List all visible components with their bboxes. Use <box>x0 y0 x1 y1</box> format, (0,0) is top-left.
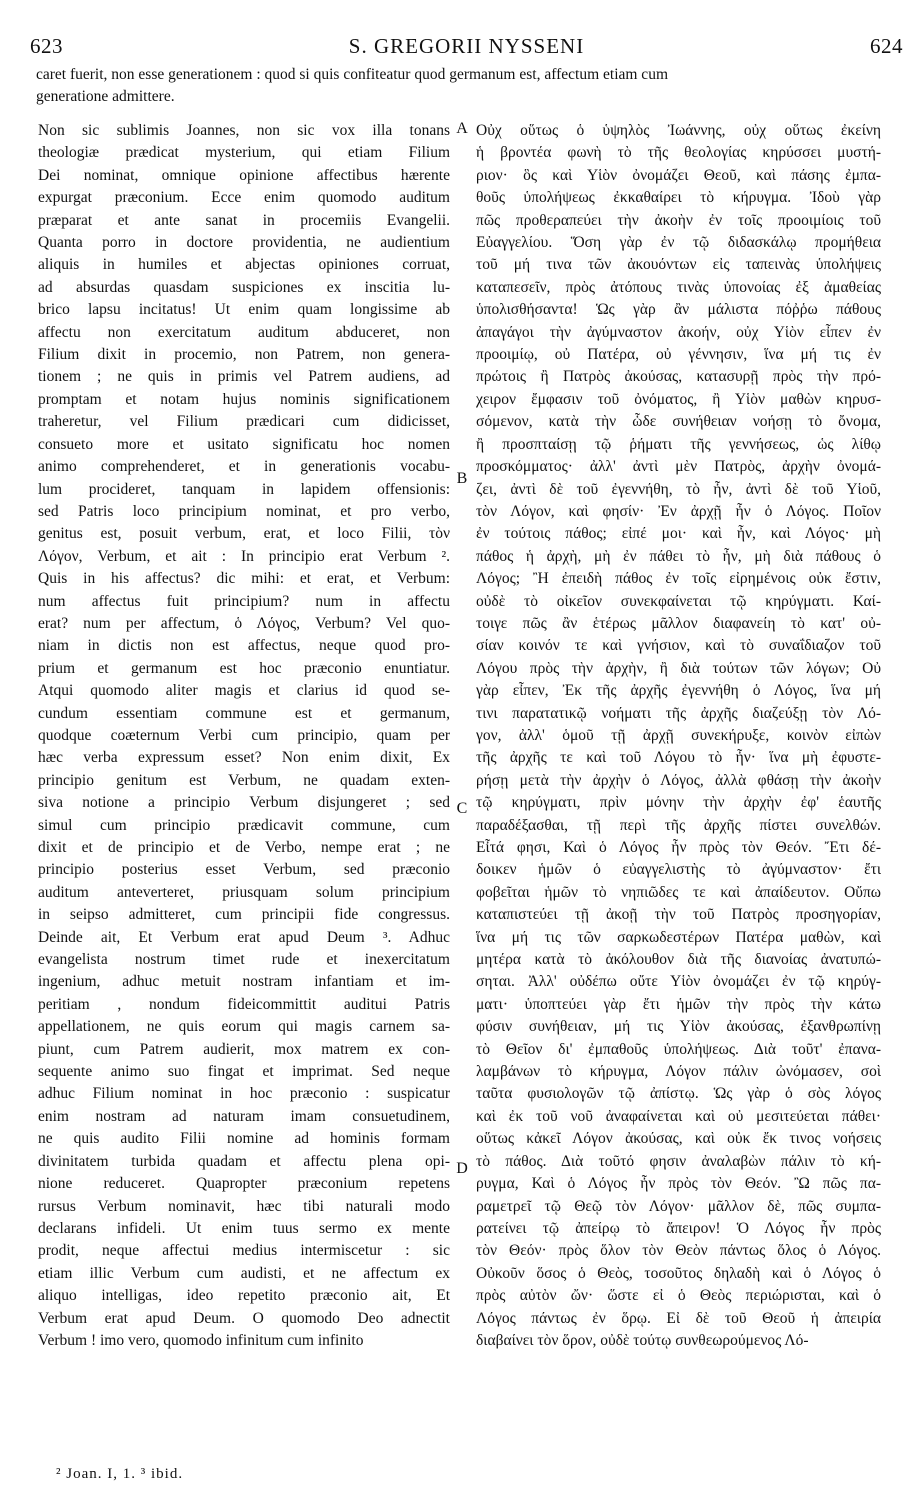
text-line: τινι παρατατικῷ νοήματι τῆς ἀρχῆς διαζεύξῃ τὸν Λό- <box>476 704 881 722</box>
text-line: Εἶτά φησι, Καὶ ὁ Λόγος ἦν πρὸς τὸν Θεόν. Ἔτι δέ- <box>476 839 881 856</box>
text-line: προοιμίῳ, οὐ Πατέρα, οὐ γέννησιν, ἵνα μή τις ἐν <box>476 346 881 364</box>
margin-letter-b: B <box>456 470 468 487</box>
text-line: δοικεν ἡμῶν ὁ εὐαγγελιστὴς τὸ ἀγύμναστον· ἔτι <box>476 861 881 879</box>
text-line: θοῦς ὑπολήψεως ἐκκαθαίρει τὸ κήρυγμα. Ἰδοὺ γὰρ <box>476 189 881 207</box>
text-line: tionem ; ne quis in primis vel Patrem audiens, ad <box>38 368 450 386</box>
text-line: principio posterius esset Verbum, sed præconio <box>38 861 450 879</box>
text-line: Non sic sublimis Joannes, non sic vox illa tonans <box>38 122 450 139</box>
text-line: ταῦτα φυσιολογῶν τῷ ἀπίστῳ. Ὡς γὰρ ὁ σὸς λόγος <box>476 1085 881 1103</box>
text-line: ἡ βροντέα φωνὴ τὸ τῆς θεολογίας κηρύσσει μυστή- <box>476 144 881 162</box>
text-line: præparat et ante sanat in procemiis Evangelii. <box>38 211 450 229</box>
text-line: erat? num per affectum, ὁ Λόγος, Verbum? Vel quo- <box>38 614 450 632</box>
text-line: τὸν Λόγον, καὶ φησίν· Ἐν ἀρχῇ ἦν ὁ Λόγος. Ποῖον <box>476 502 881 520</box>
page-number-right: 624 <box>870 34 903 58</box>
text-line: sed Patris loco principium nominat, et pro verbo, <box>38 502 450 520</box>
text-line: expurgat præconium. Ecce enim quomodo auditum <box>38 189 450 207</box>
text-line: hæc verba expressum esset? Non enim dixit, Ex <box>38 749 450 767</box>
text-line: affectu non exercitatum auditum abduceret, non <box>38 323 450 341</box>
running-header <box>30 34 903 58</box>
margin-letter-a: A <box>456 120 468 137</box>
text-line: φοβεῖται ἡμῶν τὸ νηπιῶδες τε καὶ ἀπαίδευτον. Οὔπω <box>476 883 881 901</box>
text-line: ἐν τούτοις πάθος; εἰπέ μοι· καὶ ἦν, καὶ Λόγος· μὴ <box>476 525 881 543</box>
text-line: aliquo intelligas, ideo repetito præconio ait, Et <box>38 1287 450 1305</box>
text-line: piunt, cum Patrem audierit, mox matrem ex con- <box>38 1040 450 1058</box>
text-line: σηται. Ἀλλ' οὐδέπω οὔτε Υἱὸν ὀνομάζει ἐν τῷ κηρύγ- <box>476 973 881 991</box>
text-line: γον, ἀλλ' ὁμοῦ τῇ ἀρχῇ συνεκήρυξε, κοινὸν εἰπὼν <box>476 726 881 744</box>
text-line: τοῦ μή τινα τῶν ἀκουόντων εἰς ταπεινὰς ὑπολήψεις <box>476 256 881 274</box>
intro-line: caret fuerit, non esse generationem : quod si quis confiteatur quod germanum est, affectum etiam cum <box>36 66 668 83</box>
running-title: S. GREGORII NYSSENI <box>348 34 585 58</box>
text-line: τὸ πάθος. Διὰ τοῦτό φησιν ἀναλαβὼν πάλιν τὸ κή- <box>476 1152 881 1170</box>
text-line: niam in dictis non est affectus, neque quod pro- <box>38 637 450 655</box>
text-line: ριον· ὃς καὶ Υἱὸν ὀνομάζει Θεοῦ, καὶ πάσης ἐμπα- <box>476 166 881 184</box>
text-line: ζει, ἀντὶ δὲ τοῦ ἐγεννήθη, τὸ ἦν, ἀντὶ δὲ τοῦ Υἱοῦ, <box>476 480 881 498</box>
text-line: τὸν Θεόν· πρὸς ὅλον τὸν Θεὸν πάντως ὅλος ὁ Λόγος. <box>476 1242 881 1260</box>
text-line: genitus est, posuit verbum, erat, et loco Filii, τὸν <box>38 525 450 543</box>
text-line: πῶς προθεραπεύει τὴν ἀκοὴν ἐν τοῖς προοιμίοις τοῦ <box>476 211 881 229</box>
intro-paragraph <box>36 64 895 108</box>
text-line: ingenium, adhuc metuit nostram infantiam et im- <box>38 973 450 991</box>
text-line: sequente animo suo fingat et imprimat. Sed neque <box>38 1063 450 1081</box>
text-line: animo comprehenderet, et in generationis vocabu- <box>38 458 450 476</box>
page-number-left: 623 <box>30 34 63 58</box>
text-line: Οὐχ οὕτως ὁ ὑψηλὸς Ἰωάννης, οὐχ οὕτως ἐκείνη <box>476 122 881 139</box>
text-line: divinitatem turbida quadam et affectu plena opi- <box>38 1152 450 1170</box>
text-line: πρὸς αὐτὸν ὤν· ὥστε εἰ ὁ Θεὸς περιώρισται, καὶ ὁ <box>476 1287 881 1305</box>
text-line: theologiæ prædicat mysterium, qui etiam Filium <box>38 144 450 162</box>
text-line: σόμενον, κατὰ τὴν ὧδε συνήθειαν νοήσῃ τὸ ὄνομα, <box>476 413 881 431</box>
text-line: etiam illic Verbum cum audisti, et ne affectum ex <box>38 1264 450 1282</box>
text-line: peritiam , nondum fideicommittit auditui Patris <box>38 995 450 1013</box>
text-line: τοιγε πῶς ἂν ἑτέρως μᾶλλον διαφανείη τὸ κατ' οὐ- <box>476 614 881 632</box>
greek-column <box>476 120 881 1352</box>
text-line: ματι· ὑποπτεύει γὰρ ἔτι ἡμῶν τὴν πρὸς τὴν κάτω <box>476 995 881 1013</box>
text-line: enim nostram ad naturam imam consuetudinem, <box>38 1107 450 1125</box>
text-line: adhuc Filium nominat in hoc præconio : suspicatur <box>38 1085 450 1103</box>
text-line: Εὐαγγελίου. Ὅση γὰρ ἐν τῷ διδασκάλῳ προμήθεια <box>476 234 881 252</box>
text-line: πρώτοις ἢ Πατρὸς ἀκούσας, κατασυρῇ πρὸς τὴν πρό- <box>476 368 881 386</box>
text-line: lum procideret, tanquam in lapidem offensionis: <box>38 480 450 498</box>
text-line: ὑπολισθήσαντα! Ὡς γὰρ ἂν μάλιστα πόῤῥω πάθους <box>476 301 881 319</box>
footnote: ² Joan. I, 1. ³ ibid. <box>56 1466 184 1482</box>
text-line: πάθος ἡ ἀρχὴ, μὴ ἐν πάθει τὸ ἦν, μὴ διὰ πάθους ὁ <box>476 547 881 565</box>
text-line: consueto more et usitato significatu hoc nomen <box>38 435 450 453</box>
text-line: prodit, neque affectui medius intermiscetur : sic <box>38 1242 450 1260</box>
text-line: ad absurdas quasdam suspiciones ex inscitia lu- <box>38 278 450 296</box>
latin-column <box>38 120 450 1352</box>
text-line: simul cum principio prædicavit commune, cum <box>38 816 450 834</box>
text-line: Λόγος; Ἢ ἐπειδὴ πάθος ἐν τοῖς εἰρημένοις οὐκ ἔστιν, <box>476 570 881 588</box>
text-line: appellationem, ne quis eorum qui magis carnem sa- <box>38 1018 450 1036</box>
text-line: μητέρα κατὰ τὸ ἀκόλουθον διὰ τῆς διανοίας ἀνατυπώ- <box>476 951 881 969</box>
text-line: ρήσῃ μετὰ τὴν ἀρχὴν ὁ Λόγος, ἀλλὰ φθάσῃ τὴν ἀκοὴν <box>476 771 881 789</box>
text-line: προσκόμματος· ἀλλ' ἀντὶ μὲν Πατρὸς, ἀρχὴν ὀνομά- <box>476 458 881 476</box>
text-line: καὶ ἐκ τοῦ νοῦ ἀναφαίνεται καὶ οὐ μεσιτεύεται πάθει· <box>476 1107 881 1125</box>
text-line: ἵνα μή τις τῶν σαρκωδεστέρων Πατέρα μαθὼν, καὶ <box>476 928 881 946</box>
text-line: aliquis in humiles et abjectas opiniones corruat, <box>38 256 450 274</box>
text-line: Λόγος πάντως ἐν ὅρῳ. Εἰ δὲ τοῦ Θεοῦ ἡ ἀπειρία <box>476 1309 881 1327</box>
text-line: Deinde ait, Et Verbum erat apud Deum ³. Adhuc <box>38 928 450 946</box>
text-line: brico lapsu incitatus! Ut enim quam longissime ab <box>38 301 450 319</box>
text-line: Filium dixit in procemio, non Patrem, non genera- <box>38 346 450 364</box>
text-line: οὐδὲ τὸ οἰκεῖον συνεκφαίνεται τῷ κηρύγματι. Καί- <box>476 592 881 610</box>
text-line: διαβαίνει τὸν ὅρον, οὐδὲ τούτῳ συνθεωρούμενος Λό- <box>476 1331 809 1349</box>
text-line: cundum essentiam commune est et germanum, <box>38 704 450 722</box>
text-line: Quanta porro in doctore providentia, ne audientium <box>38 234 450 252</box>
text-line: ραμετρεῖ τῷ Θεῷ τὸν Λόγον· μᾶλλον δὲ, πῶς συμπα- <box>476 1197 881 1215</box>
text-line: auditum anteverteret, priusquam solum principium <box>38 883 450 901</box>
text-line: οὕτως κἀκεῖ Λόγον ἀκούσας, καὶ οὐκ ἔκ τινος νοήσεις <box>476 1130 881 1148</box>
text-line: τῆς ἀρχῆς τε καὶ τοῦ Λόγου τὸ ἦν· ἵνα μὴ ἐφυστε- <box>476 749 881 767</box>
text-line: σίαν κοινόν τε καὶ γνήσιον, καὶ τὸ συναΐδιαζον τοῦ <box>476 637 881 655</box>
text-line: ἢ προσπταίσῃ τῷ ῥήματι τῆς γεννήσεως, ὡς λίθῳ <box>476 435 881 453</box>
margin-letter-d: D <box>456 1160 468 1177</box>
text-line: καταπιστεύει τῇ ἀκοῇ τὴν τοῦ Πατρὸς προσηγορίαν, <box>476 906 881 924</box>
text-line: promptam et notam hujus nominis significationem <box>38 390 450 408</box>
text-line: Atqui quomodo aliter magis et clarius id quod se- <box>38 682 450 700</box>
text-line: declarans infideli. Ut enim tuus sermo ex mente <box>38 1219 450 1237</box>
text-line: siva notione a principio Verbum disjungeret ; sed <box>38 794 450 812</box>
text-line: Οὐκοῦν ὅσος ὁ Θεὸς, τοσοῦτος δηλαδὴ καὶ ὁ Λόγος ὁ <box>476 1264 881 1282</box>
text-line: τὸ Θεῖον δι' ἐμπαθοῦς ὑπολήψεως. Διὰ τοῦτ' ἐπανα- <box>476 1040 881 1058</box>
text-line: Λόγον, Verbum, et ait : In principio erat Verbum ². <box>38 547 450 565</box>
text-line: evangelista nostrum timet rude et inexercitatum <box>38 951 450 969</box>
text-line: num affectus fuit principium? num in affectu <box>38 592 450 610</box>
text-line: Verbum erat apud Deum. O quomodo Deo adnectit <box>38 1309 450 1327</box>
text-line: Verbum ! imo vero, quomodo infinitum cum infinito <box>38 1331 364 1349</box>
text-line: traheretur, vel Filium prædicari cum didicisset, <box>38 413 450 431</box>
text-line: Λόγου πρὸς τὴν ἀρχὴν, ἢ διὰ τούτων τῶν λόγων; Οὐ <box>476 659 881 677</box>
intro-line: generatione admittere. <box>36 88 175 105</box>
text-line: Quis in his affectus? dic mihi: et erat, et Verbum: <box>38 570 450 588</box>
text-line: λαμβάνων τὸ κήρυγμα, Λόγον πάλιν ὠνόμασεν, σοὶ <box>476 1063 881 1081</box>
text-line: in seipso admitteret, cum principii fide congressus. <box>38 906 450 924</box>
text-line: καταπεσεῖν, πρὸς ἀτόπους τινὰς ὑπονοίας ἐξ ἀμαθείας <box>476 278 881 296</box>
text-line: prium et germanum est hoc præconio enuntiatur. <box>38 659 450 677</box>
text-line: quodque coæternum Verbi cum principio, quam per <box>38 726 450 744</box>
text-line: ἀπαγάγοι τὴν ἀγύμναστον ἀκοήν, οὐχ Υἱὸν εἶπεν ἐν <box>476 323 881 341</box>
text-line: dixit et de principio et de Verbo, nempe erat ; ne <box>38 839 450 856</box>
text-line: nione reduceret. Quapropter præconium repetens <box>38 1175 450 1193</box>
text-line: principio genitum est Verbum, ne quadam exten- <box>38 771 450 789</box>
text-line: τῷ κηρύγματι, πρὶν μόνην τὴν ἀρχὴν ἐφ' ἑαυτῆς <box>476 794 881 812</box>
text-line: παραδέξασθαι, τῇ περὶ τῆς ἀρχῆς πίστει συνελθών. <box>476 816 881 834</box>
text-line: rursus Verbum nominavit, hæc tibi naturali modo <box>38 1197 450 1215</box>
text-line: χειρον ἔμφασιν τοῦ ὀνόματος, ἢ Υἱὸν μαθὼν κηρυσ- <box>476 390 881 408</box>
text-line: Dei nominat, omnique opinione affectibus hærente <box>38 166 450 184</box>
text-line: φύσιν συνήθειαν, μή τις Υἱὸν ἀκούσας, ἐξανθρωπίνῃ <box>476 1018 881 1036</box>
margin-letter-c: C <box>456 800 468 817</box>
text-line: ρυγμα, Καὶ ὁ Λόγος ἦν πρὸς τὸν Θεόν. Ὢ πῶς πα- <box>476 1175 881 1193</box>
text-line: γὰρ εἶπεν, Ἐκ τῆς ἀρχῆς ἐγεννήθη ὁ Λόγος, ἵνα μή <box>476 682 881 700</box>
text-line: ρατείνει τῷ ἀπείρῳ τὸ ἄπειρον! Ὁ Λόγος ἦν πρὸς <box>476 1219 881 1237</box>
text-line: ne quis audito Filii nomine ad hominis formam <box>38 1130 450 1148</box>
